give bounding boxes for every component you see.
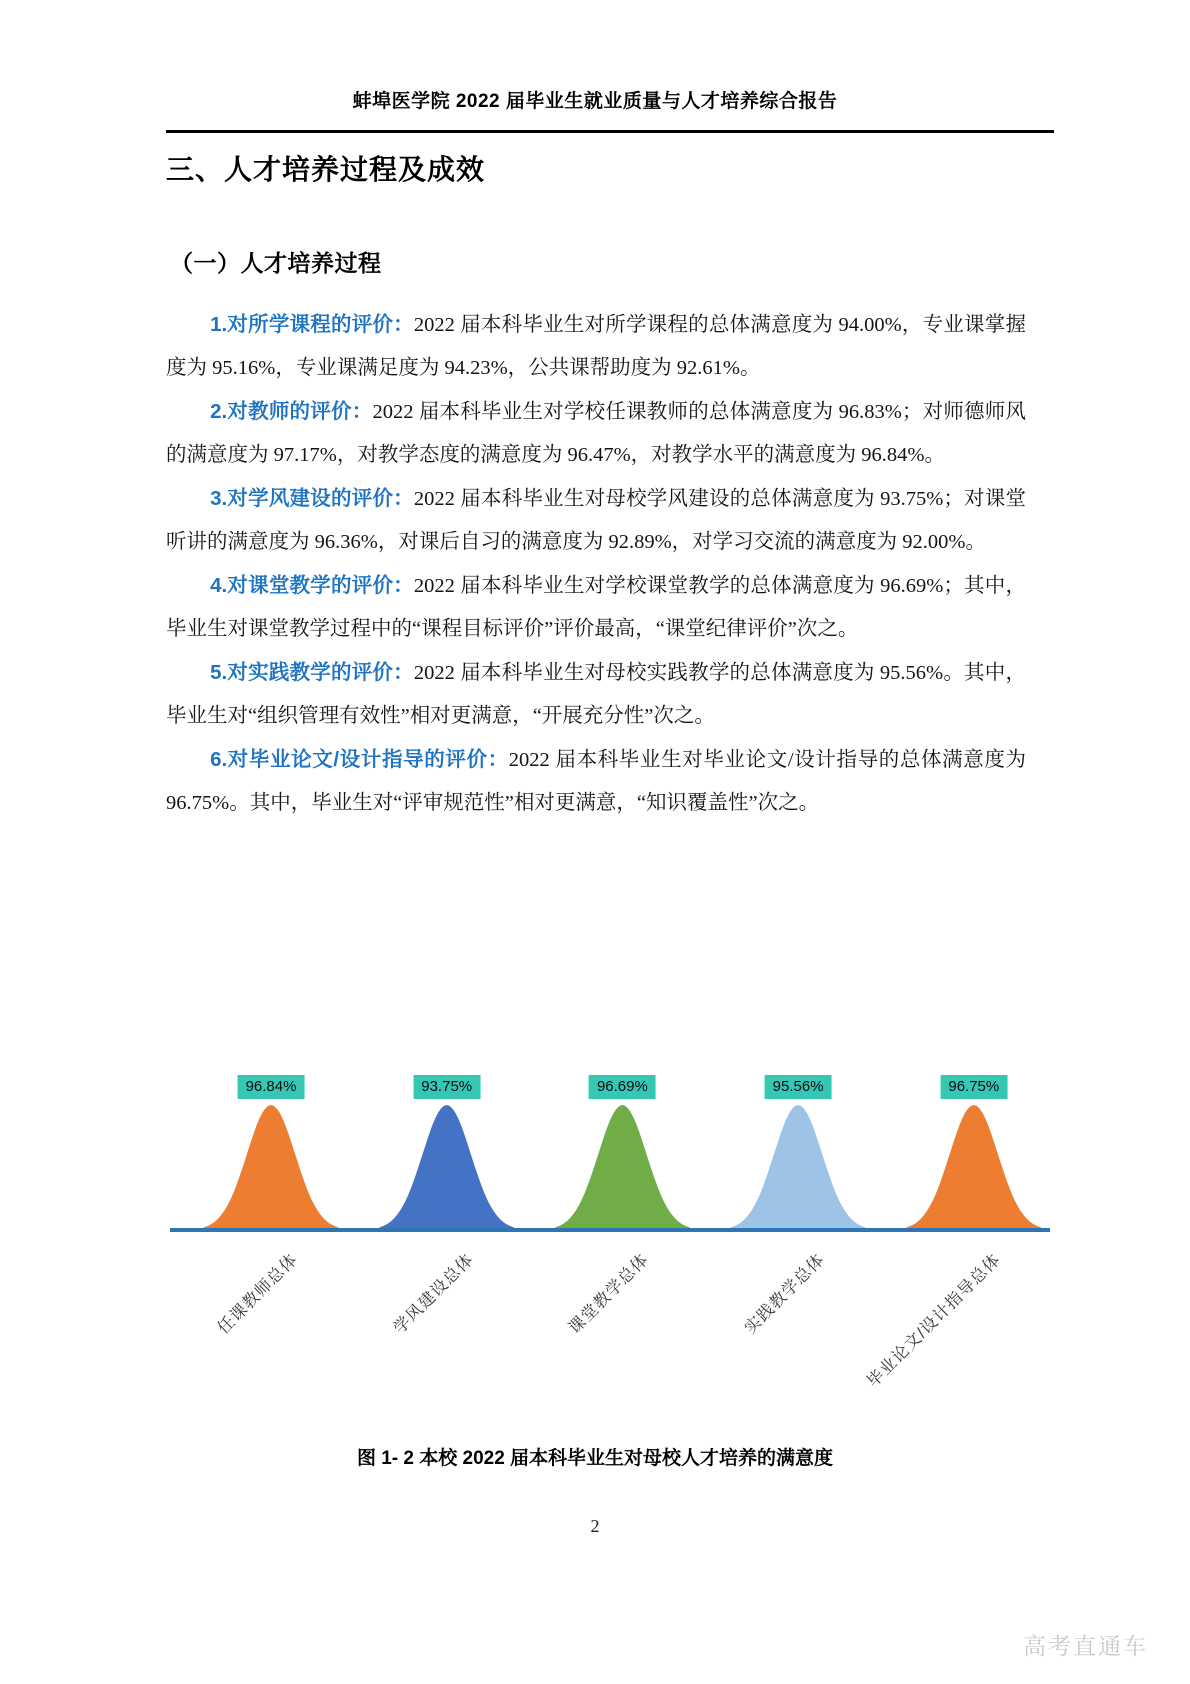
paragraph-text: 2022 届本科毕业生对学校任课教师的总体满意度为 96.83%；对师德师风的满意度为 97.17%，对教学态度的满意度为 96.47%，对教学水平的满意度为 96.84%。 [166,401,1026,466]
satisfaction-chart [166,1075,1054,1405]
paragraph [166,303,1026,390]
paragraph-text: 2022 届本科毕业生对所学课程的总体满意度为 94.00%，专业课掌握度为 95.16%，专业课满足度为 94.23%，公共课帮助度为 92.61%。 [166,314,1026,379]
bell-peak [377,1105,517,1230]
bell-peak [728,1105,868,1230]
bell-peak [552,1105,692,1230]
x-axis-label: 课堂教学总体 [565,1250,653,1338]
paragraph [166,738,1026,825]
x-axis-label: 实践教学总体 [741,1250,829,1338]
header-rule [166,130,1054,133]
page-number: 2 [590,1516,600,1536]
value-badge: 96.84% [238,1075,305,1099]
value-badge: 95.56% [765,1075,832,1099]
paragraph-number-label: 1.对所学课程的评价： [210,313,414,336]
body-paragraphs [166,303,1026,825]
x-axis-line [170,1228,1050,1232]
paragraph-number-label: 2.对教师的评价： [210,400,373,423]
subsection-heading: （一）人才培养过程 [170,250,382,276]
bell-peak [904,1105,1044,1230]
section-heading: 三、人才培养过程及成效 [166,154,486,185]
paragraph-text: 2022 届本科毕业生对母校学风建设的总体满意度为 93.75%；对课堂听讲的满意度为 96.36%，对课后自习的满意度为 92.89%，对学习交流的满意度为 92.00%。 [166,488,1026,553]
value-badge: 96.75% [940,1075,1007,1099]
paragraph [166,564,1026,651]
report-header-title: 蚌埠医学院 2022 届毕业生就业质量与人才培养综合报告 [352,91,838,112]
paragraph-number-label: 5.对实践教学的评价： [210,661,414,684]
figure-caption: 图 1- 2 本校 2022 届本科毕业生对母校人才培养的满意度 [356,1448,834,1469]
value-badge: 96.69% [589,1075,656,1099]
value-badge: 93.75% [413,1075,480,1099]
paragraph [166,651,1026,738]
paragraph-text: 2022 届本科毕业生对学校课堂教学的总体满意度为 96.69%；其中，毕业生对课堂教学过程中的“课程目标评价”评价最高，“课堂纪律评价”次之。 [166,575,1026,640]
watermark-text: 高考直通车 [1023,1633,1148,1659]
paragraph-number-label: 6.对毕业论文/设计指导的评价： [210,748,509,771]
paragraph-text: 2022 届本科毕业生对毕业论文/设计指导的总体满意度为 96.75%。其中，毕业生对“评审规范性”相对更满意，“知识覆盖性”次之。 [166,749,1026,814]
bell-peak [201,1105,341,1230]
x-axis-label: 任课教师总体 [214,1250,302,1338]
x-axis-label: 学风建设总体 [389,1250,477,1338]
paragraph-text: 2022 届本科毕业生对母校实践教学的总体满意度为 95.56%。其中，毕业生对“组织管理有效性”相对更满意，“开展充分性”次之。 [166,662,1026,727]
paragraph [166,477,1026,564]
paragraph [166,390,1026,477]
paragraph-number-label: 3.对学风建设的评价： [210,487,414,510]
paragraph-number-label: 4.对课堂教学的评价： [210,574,414,597]
x-axis-label: 毕业论文/设计指导总体 [863,1250,1005,1391]
bell-curves-plot [166,1101,1054,1235]
